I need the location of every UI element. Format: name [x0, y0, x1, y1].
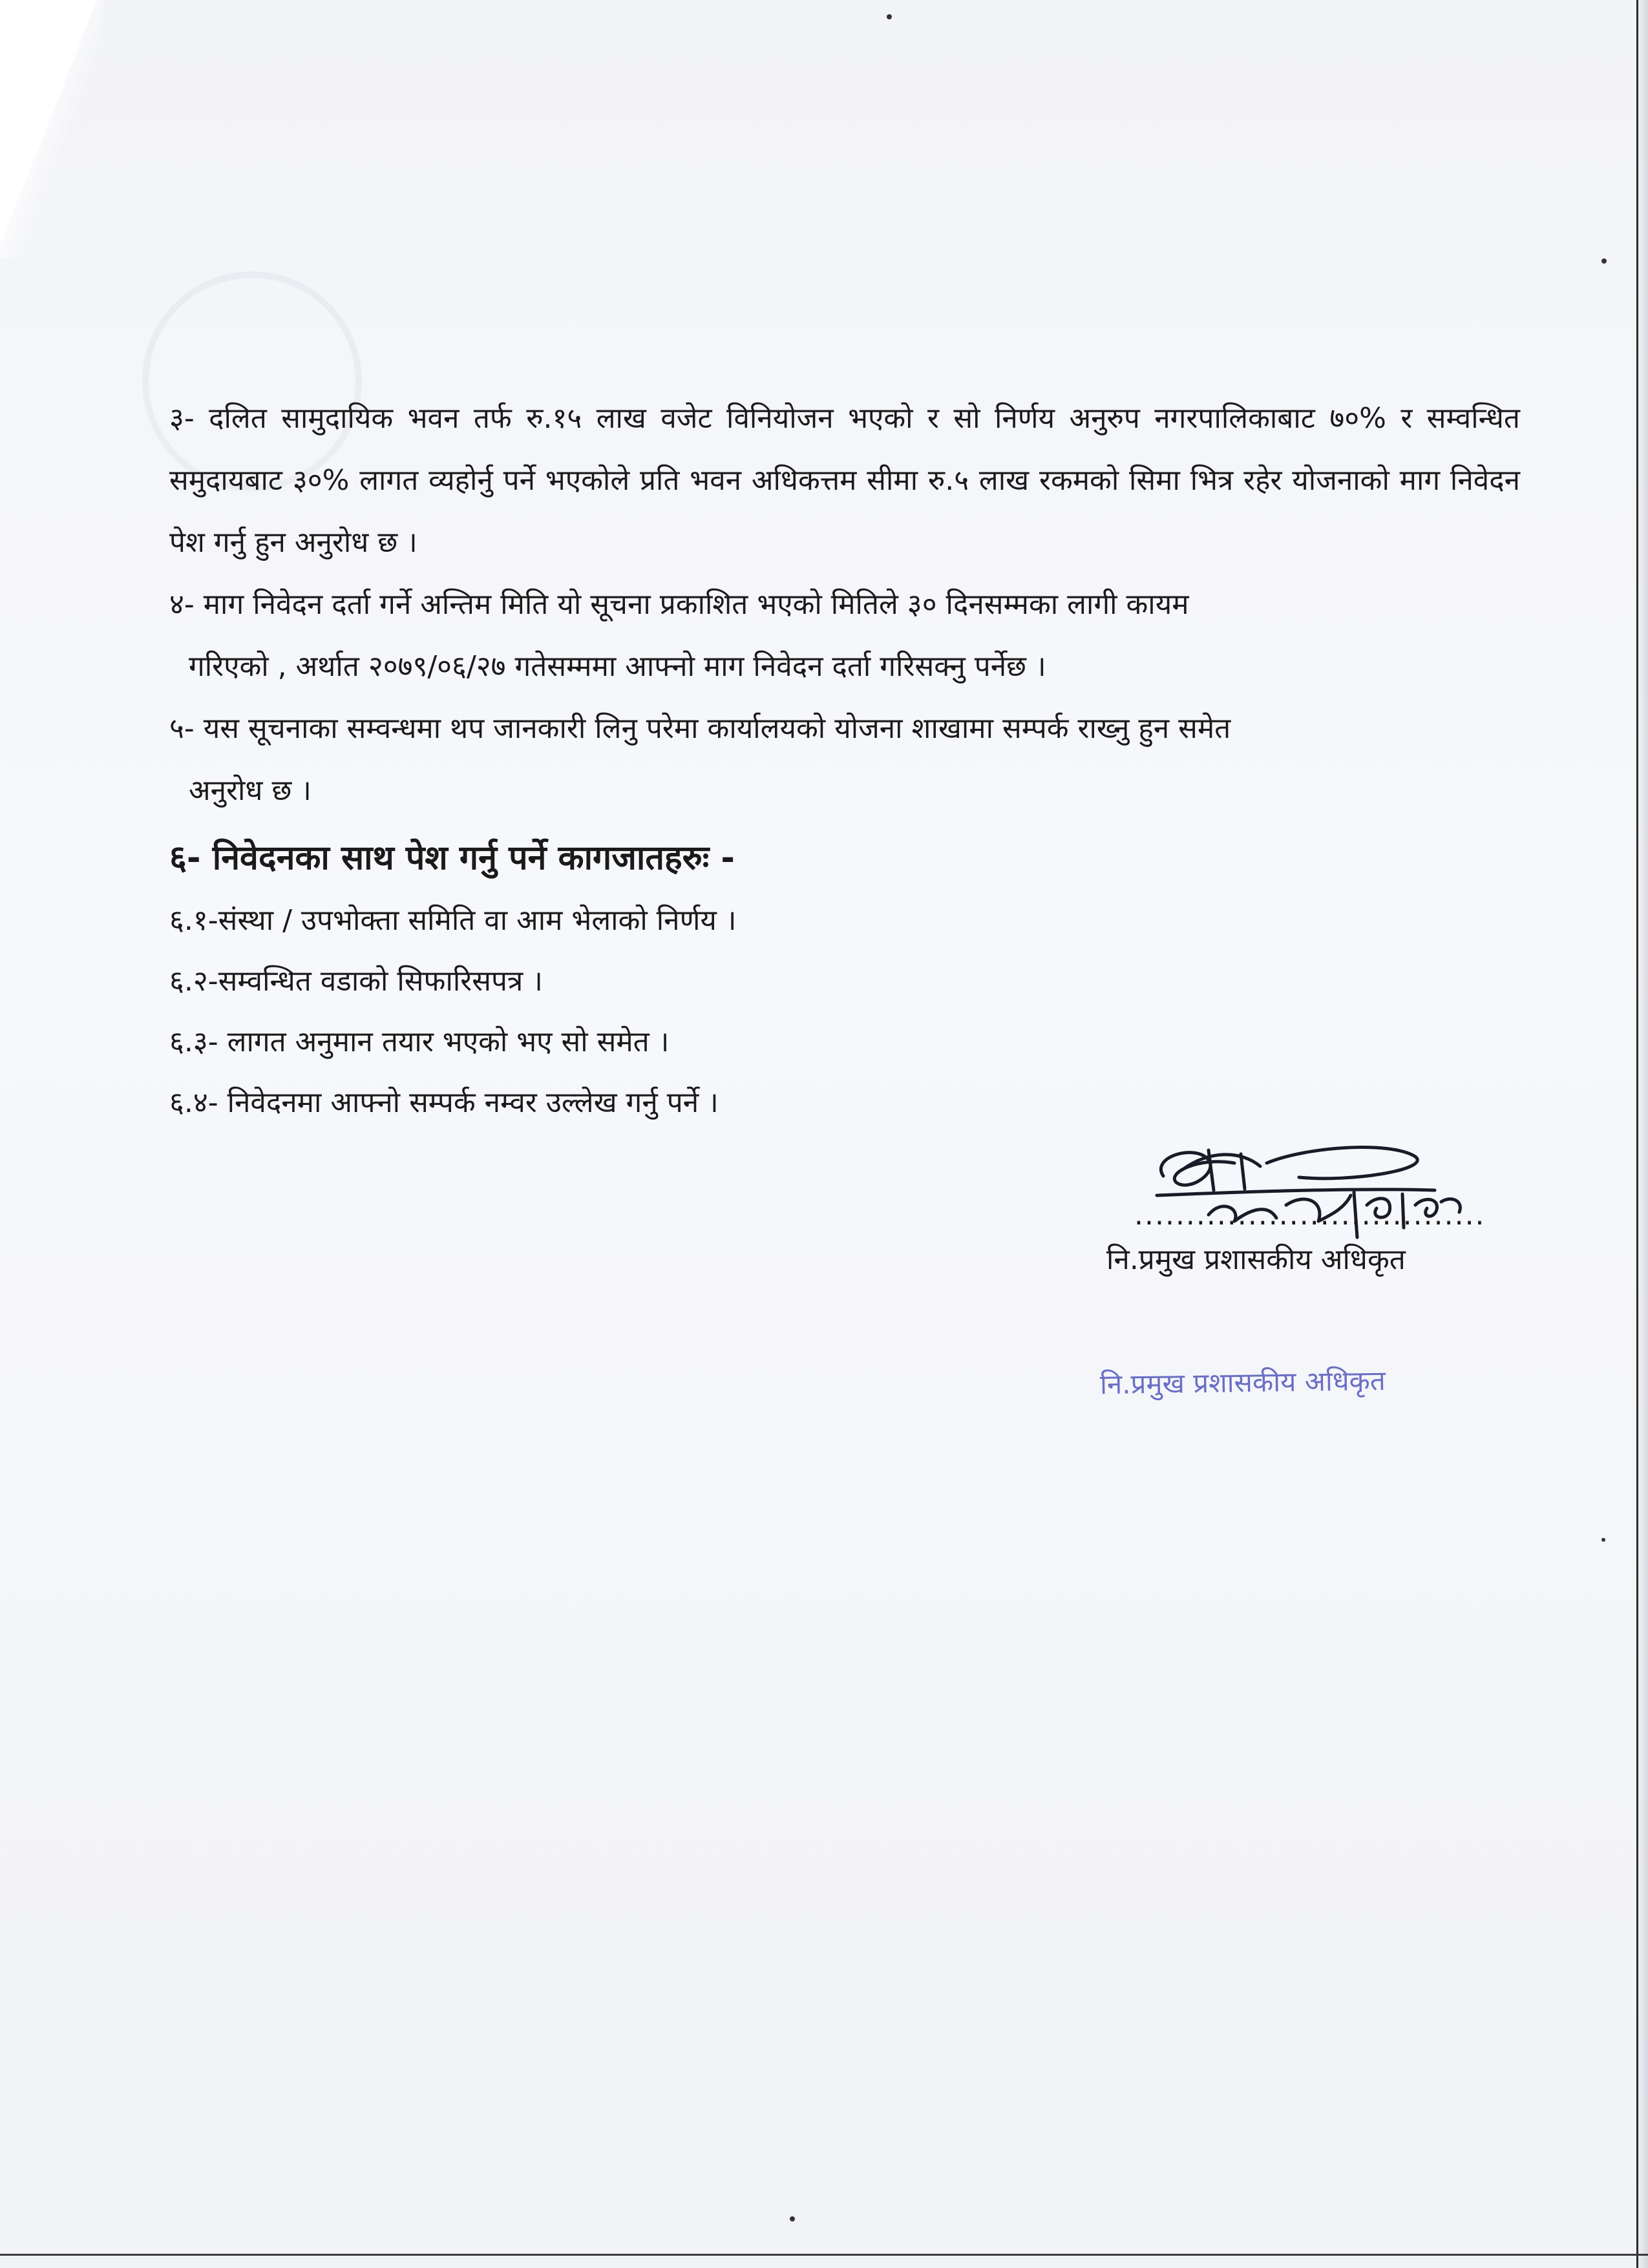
documents-heading: ६- निवेदनका साथ पेश गर्नु पर्ने कागजातहरुः -	[169, 839, 735, 877]
signature-line: ..................................	[1134, 1199, 1486, 1232]
notice-point-5-line-1: ५- यस सूचनाका सम्वन्धमा थप जानकारी लिनु परेमा कार्यालयको योजना शाखामा सम्पर्क राख्नु हुन समेत	[169, 712, 1231, 745]
notice-point-3: ३- दलित सामुदायिक भवन तर्फ रु.१५ लाख वजेट विनियोजन भएको र सो निर्णय अनुरुप नगरपालिकाबाट ७०% र सम्वन्धित समुदायबाट ३०% लागत व्यहोर्नु पर्ने भएकोले प्रति भवन अधिकत्तम सीमा रु.५ लाख रकमको सिमा भित्र रहेर योजनाको माग निवेदन पेश गर्नु हुन अनुरोध छ ।	[169, 402, 1520, 559]
folded-corner-highlight	[0, 0, 103, 258]
document-item-1: ६.१-संस्था / उपभोक्ता समिति वा आम भेलाको निर्णय ।	[169, 904, 737, 937]
dust-speck	[790, 2216, 795, 2221]
notice-point-4-line-1: ४- माग निवेदन दर्ता गर्ने अन्तिम मिति यो सूचना प्रकाशित भएको मितिले ३० दिनसम्मका लागी कायम	[169, 588, 1189, 621]
notice-body	[169, 388, 1520, 1133]
document-item-2: ६.२-सम्वन्धित वडाको सिफारिसपत्र ।	[169, 965, 543, 998]
notice-point-4-line-2: गरिएको , अर्थात २०७९/०६/२७ गतेसम्ममा आफ्नो माग निवेदन दर्ता गरिसक्नु पर्नेछ ।	[189, 650, 1046, 683]
dust-speck	[1601, 258, 1607, 264]
designation-stamp: नि.प्रमुख प्रशासकीय अधिकृत	[1099, 1364, 1386, 1401]
signatory-designation: नि.प्रमुख प्रशासकीय अधिकृत	[1106, 1243, 1406, 1276]
bottom-edge-line	[0, 2254, 1648, 2256]
document-item-3: ६.३- लागत अनुमान तयार भएको भए सो समेत ।	[169, 1025, 670, 1058]
notice-point-5-line-2: अनुरोध छ ।	[189, 774, 312, 807]
dust-speck	[887, 14, 892, 19]
right-edge-line	[1636, 0, 1638, 2268]
document-item-4: ६.४- निवेदनमा आफ्नो सम्पर्क नम्वर उल्लेख गर्नु पर्ने ।	[169, 1086, 719, 1119]
dust-speck	[1601, 1538, 1605, 1542]
